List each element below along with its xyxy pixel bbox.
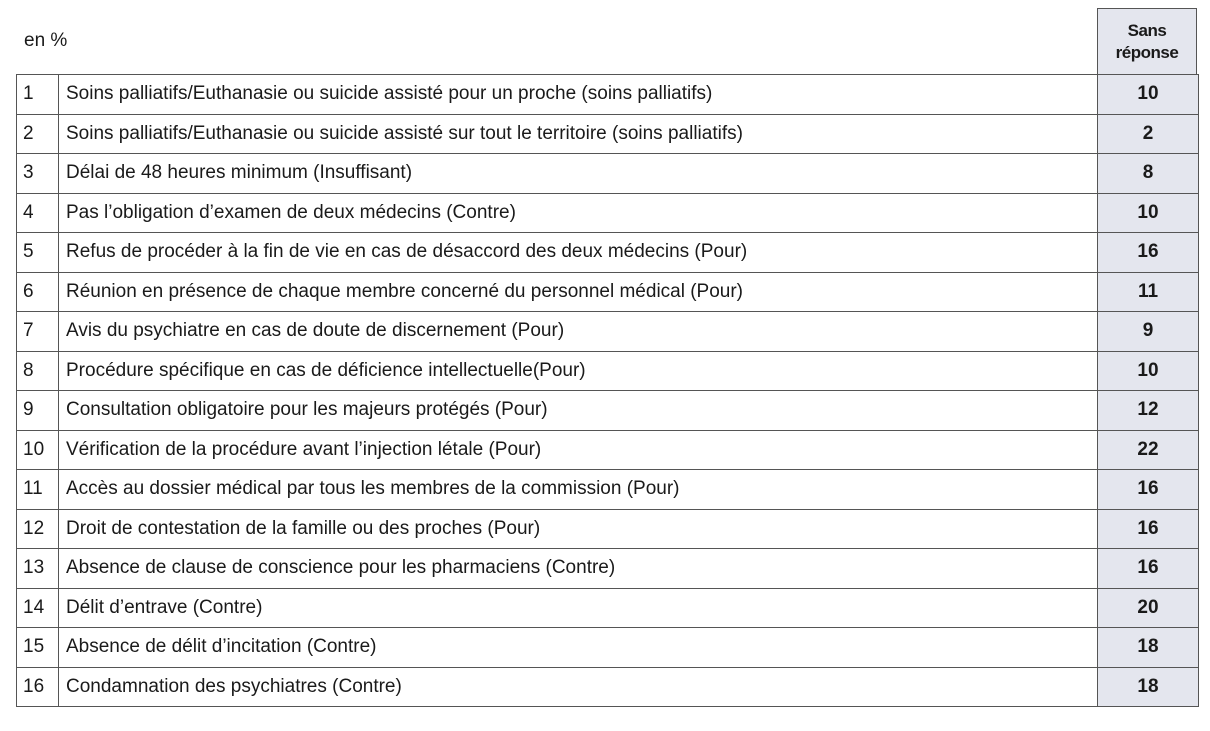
row-value-sans-reponse: 10 [1098,351,1199,391]
row-number: 7 [17,312,59,352]
table-row [17,114,1199,154]
row-value-sans-reponse: 20 [1098,588,1199,628]
row-number: 14 [17,588,59,628]
table-row [17,154,1199,194]
row-label: Absence de clause de conscience pour les pharmaciens (Contre) [59,549,1098,589]
row-value-sans-reponse: 8 [1098,154,1199,194]
row-label: Condamnation des psychiatres (Contre) [59,667,1098,707]
table-row [17,75,1199,115]
row-value-sans-reponse: 22 [1098,430,1199,470]
row-value-sans-reponse: 16 [1098,509,1199,549]
row-value-sans-reponse: 18 [1098,628,1199,668]
results-table-body [17,75,1199,707]
row-number: 3 [17,154,59,194]
results-table [16,74,1199,707]
column-header-line-1: Sans [1127,20,1167,40]
row-number: 9 [17,391,59,431]
row-label: Droit de contestation de la famille ou des proches (Pour) [59,509,1098,549]
table-row [17,667,1199,707]
row-label: Vérification de la procédure avant l’injection létale (Pour) [59,430,1098,470]
table-row [17,628,1199,668]
table-row [17,233,1199,273]
row-value-sans-reponse: 16 [1098,233,1199,273]
table-row [17,470,1199,510]
row-number: 13 [17,549,59,589]
row-label: Délit d’entrave (Contre) [59,588,1098,628]
row-number: 10 [17,430,59,470]
table-row [17,351,1199,391]
row-label: Avis du psychiatre en cas de doute de discernement (Pour) [59,312,1098,352]
row-value-sans-reponse: 16 [1098,549,1199,589]
row-value-sans-reponse: 18 [1098,667,1199,707]
row-number: 16 [17,667,59,707]
table-row [17,430,1199,470]
row-label: Réunion en présence de chaque membre concerné du personnel médical (Pour) [59,272,1098,312]
table-row [17,509,1199,549]
row-number: 4 [17,193,59,233]
row-label: Pas l’obligation d’examen de deux médecins (Contre) [59,193,1098,233]
table-row [17,391,1199,431]
row-number: 1 [17,75,59,115]
row-number: 12 [17,509,59,549]
row-label: Soins palliatifs/Euthanasie ou suicide assisté sur tout le territoire (soins palliatifs) [59,114,1098,154]
row-label: Refus de procéder à la fin de vie en cas de désaccord des deux médecins (Pour) [59,233,1098,273]
row-number: 11 [17,470,59,510]
table-row [17,549,1199,589]
table-row [17,312,1199,352]
row-value-sans-reponse: 11 [1098,272,1199,312]
row-label: Délai de 48 heures minimum (Insuffisant) [59,154,1098,194]
table-row [17,193,1199,233]
row-value-sans-reponse: 10 [1098,193,1199,233]
table-row [17,588,1199,628]
row-number: 2 [17,114,59,154]
row-number: 5 [17,233,59,273]
row-label: Accès au dossier médical par tous les membres de la commission (Pour) [59,470,1098,510]
row-value-sans-reponse: 9 [1098,312,1199,352]
row-number: 15 [17,628,59,668]
row-label: Consultation obligatoire pour les majeurs protégés (Pour) [59,391,1098,431]
row-label: Soins palliatifs/Euthanasie ou suicide assisté pour un proche (soins palliatifs) [59,75,1098,115]
column-header-line-2: réponse [1115,42,1179,62]
table-row [17,272,1199,312]
row-value-sans-reponse: 2 [1098,114,1199,154]
unit-label: en % [24,30,68,51]
column-header-sans-reponse [1097,8,1197,74]
row-value-sans-reponse: 10 [1098,75,1199,115]
row-label: Absence de délit d’incitation (Contre) [59,628,1098,668]
row-value-sans-reponse: 12 [1098,391,1199,431]
row-label: Procédure spécifique en cas de déficience intellectuelle(Pour) [59,351,1098,391]
row-number: 8 [17,351,59,391]
row-value-sans-reponse: 16 [1098,470,1199,510]
row-number: 6 [17,272,59,312]
